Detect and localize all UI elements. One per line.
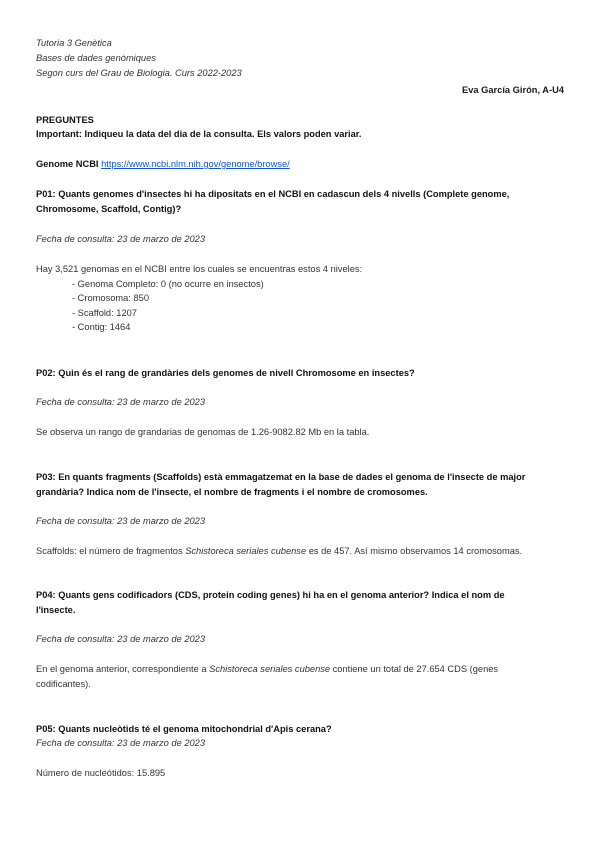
p04-question-line2: l'insecte.	[36, 605, 76, 615]
p05-date: Fecha de consulta: 23 de marzo de 2023	[36, 738, 206, 748]
header-course-line3: Segon curs del Grau de Biologia. Curs 2022-2023	[36, 68, 242, 78]
p03-answer-pre: Scaffolds: el número de fragmentos	[36, 546, 186, 556]
p04-date: Fecha de consulta: 23 de marzo de 2023	[36, 634, 206, 644]
p02-date: Fecha de consulta: 23 de marzo de 2023	[36, 397, 206, 407]
p04-question-line1: P04: Quants gens codificadors (CDS, protein coding genes) hi ha en el genoma anterior? Indica el nom de	[36, 590, 505, 600]
p03-question-line2: grandària? Indica nom de l'insecte, el nombre de fragments i el nombre de cromosomes.	[36, 487, 428, 497]
p04-answer-pre: En el genoma anterior, correspondiente a	[36, 664, 210, 674]
p01-answer: Hay 3,521 genomas en el NCBI entre los cuales se encuentras estos 4 niveles:	[36, 264, 363, 274]
p03-date: Fecha de consulta: 23 de marzo de 2023	[36, 516, 206, 526]
p01-list-item: - Scaffold: 1207	[72, 308, 137, 318]
p03-answer-post: es de 457. Así mismo observamos 14 cromosomas.	[306, 546, 523, 556]
p04-answer-line2: codificantes).	[36, 679, 91, 689]
p01-list-item: - Cromosoma: 850	[72, 293, 149, 303]
p05-answer: Número de nucleótidos: 15.895	[36, 768, 166, 778]
p01-list-item: - Genoma Completo: 0 (no ocurre en insectos)	[72, 279, 264, 289]
p02-question: P02: Quin és el rang de grandàries dels genomes de nivell Chromosome en insectes?	[36, 368, 415, 378]
p04-species-name: Schistoreca seriales cubense	[209, 664, 331, 674]
author-name: Eva García Girón, A-U4	[462, 85, 564, 95]
p04-answer	[36, 663, 498, 675]
p01-date: Fecha de consulta: 23 de marzo de 2023	[36, 234, 206, 244]
genome-ncbi-label: Genome NCBI	[36, 159, 99, 169]
header-course-line2: Bases de dades genòmiques	[36, 53, 156, 63]
p04-answer-post: contiene un total de 27.654 CDS (genes	[330, 664, 499, 674]
header-course-line1: Tutoria 3 Genètica	[36, 38, 112, 48]
p01-question-line2: Chromosome, Scaffold, Contig)?	[36, 204, 182, 214]
p01-list-item: - Contig: 1464	[72, 322, 131, 332]
p05-question: P05: Quants nucleòtids té el genoma mitochondrial d'Apis cerana?	[36, 724, 332, 734]
p02-answer: Se observa un rango de grandarias de genomas de 1.26-9082.82 Mb en la tabla.	[36, 427, 370, 437]
genome-ncbi-link[interactable]: https://www.ncbi.nlm.nih.gov/genome/browse/	[101, 159, 290, 169]
p03-answer	[36, 545, 522, 557]
p03-question-line1: P03: En quants fragments (Scaffolds) està emmagatzemat en la base de dades el genoma de l'insecte de major	[36, 472, 526, 482]
section-heading: PREGUNTES	[36, 115, 94, 125]
p01-question-line1: P01: Quants genomes d'insectes hi ha dipositats en el NCBI en cadascun dels 4 nivells (Complete genome,	[36, 189, 510, 199]
genome-ncbi-line	[36, 158, 290, 170]
p03-species-name: Schistoreca seriales cubense	[185, 546, 307, 556]
important-note: Important: Indiqueu la data del dia de la consulta. Els valors poden variar.	[36, 129, 362, 139]
